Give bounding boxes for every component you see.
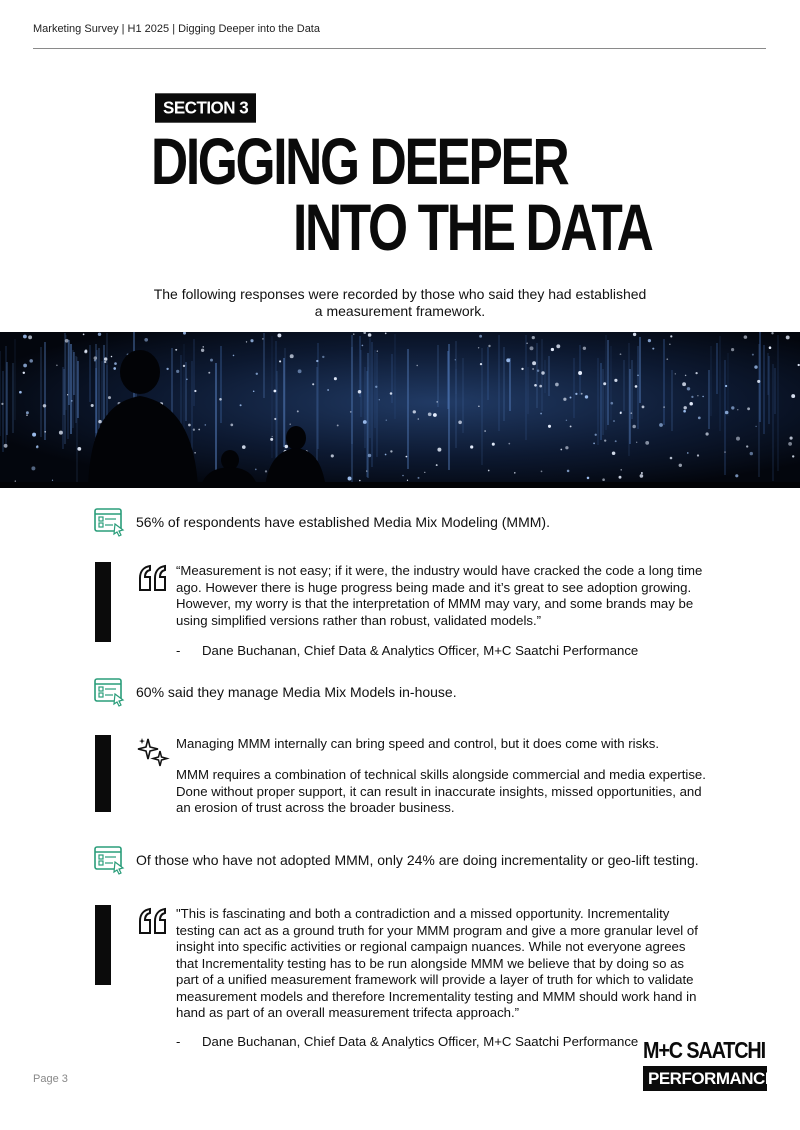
hero-light-dot	[566, 420, 567, 421]
attribution-dash: -	[176, 1034, 181, 1049]
hero-light-dot	[747, 407, 750, 410]
hero-light-dot	[111, 356, 113, 358]
hero-light-dot	[567, 470, 570, 473]
hero-light-dot	[385, 333, 387, 335]
hero-light-dot	[539, 385, 542, 388]
hero-light-dot	[198, 429, 200, 431]
hero-light-dot	[593, 442, 595, 444]
hero-light-dot	[113, 367, 116, 370]
hero-light-dot	[478, 405, 480, 407]
hero-light-dot	[659, 423, 663, 427]
hero-light-dot	[194, 452, 196, 454]
hero-light-dot	[534, 384, 537, 387]
hero-light-dot	[506, 358, 510, 362]
sparkles-icon	[136, 735, 170, 769]
hero-light-dot	[604, 439, 606, 441]
hero-light-dot	[385, 454, 387, 456]
hero-light-dot	[104, 361, 106, 363]
hero-light-dot	[413, 410, 416, 413]
hero-light-dot	[484, 430, 486, 432]
hero-light-dot	[32, 433, 36, 437]
page-title-line2: INTO THE DATA	[293, 190, 652, 264]
hero-light-dot	[322, 356, 324, 358]
hero-light-dot	[670, 335, 672, 337]
hero-light-dot	[28, 335, 32, 339]
hero-light-dot	[418, 477, 420, 479]
hero-light-dot	[201, 349, 204, 352]
running-header: Marketing Survey | H1 2025 | Digging Deeper into the Data	[33, 23, 320, 35]
hero-light-dot	[563, 398, 566, 401]
hero-light-dot	[272, 436, 273, 437]
logo-wordmark-bottom: PERFORMANCE	[643, 1066, 767, 1091]
hero-light-dot	[790, 437, 793, 440]
hero-light-dot	[480, 363, 482, 365]
hero-light-dot	[521, 368, 523, 370]
hero-light-dot	[757, 380, 760, 383]
hero-light-dot	[581, 393, 583, 395]
hero-light-dot	[289, 423, 290, 424]
hero-light-dot	[56, 364, 58, 366]
hero-light-dot	[541, 371, 544, 374]
hero-light-dot	[541, 471, 543, 473]
hero-light-dot	[188, 424, 191, 427]
hero-light-dot	[685, 375, 687, 377]
quote-icon	[136, 562, 170, 596]
hero-light-dot	[636, 442, 637, 443]
hero-light-dot	[368, 333, 372, 337]
hero-light-dot	[458, 420, 462, 424]
checklist-icon	[94, 677, 126, 707]
hero-light-dot	[492, 443, 495, 446]
hero-light-dot	[478, 347, 479, 348]
hero-light-dot	[619, 476, 622, 479]
quote-bar-1	[95, 562, 111, 642]
hero-light-dot	[551, 348, 554, 351]
hero-light-dot	[368, 454, 371, 457]
hero-light-dot	[418, 418, 420, 420]
hero-light-dot	[613, 420, 615, 422]
page-number: Page 3	[33, 1073, 68, 1085]
hero-light-dot	[279, 360, 281, 362]
hero-light-dot	[428, 412, 432, 416]
hero-light-dot	[556, 344, 560, 348]
hero-light-dot	[186, 379, 188, 381]
hero-light-dot	[390, 392, 393, 395]
hero-light-dot	[755, 426, 756, 427]
hero-light-dot	[666, 358, 668, 360]
hero-light-dot	[631, 412, 633, 414]
hero-light-dot	[640, 474, 644, 478]
hero-light-dot	[386, 419, 387, 420]
hero-light-dot	[83, 334, 85, 336]
hero-light-dot	[312, 383, 314, 385]
hero-light-dot	[578, 371, 582, 375]
hero-light-dot	[104, 357, 107, 360]
header-divider	[33, 48, 766, 49]
hero-light-dot	[641, 472, 643, 474]
hero-light-dot	[203, 346, 204, 347]
quote-2-attribution	[176, 1034, 638, 1049]
hero-light-dot	[687, 387, 690, 390]
hero-light-dot	[277, 333, 281, 337]
hero-light-dot	[750, 452, 753, 455]
hero-light-dot	[731, 406, 734, 409]
hero-light-dot	[792, 455, 794, 457]
hero-light-dot	[603, 382, 606, 385]
hero-light-dot	[331, 454, 334, 457]
hero-light-dot	[363, 420, 367, 424]
intro-text: The following responses were recorded by those who said they had established a measurement framework.	[153, 286, 647, 319]
hero-light-dot	[788, 442, 792, 446]
quote-icon	[136, 905, 170, 939]
hero-light-dot	[176, 370, 179, 373]
hero-light-dot	[532, 361, 536, 365]
hero-light-dot	[166, 368, 168, 370]
hero-light-dot	[94, 356, 97, 359]
hero-light-dot	[375, 386, 377, 388]
hero-light-dot	[610, 402, 613, 405]
hero-light-dot	[585, 395, 588, 398]
brand-logo	[643, 1037, 776, 1091]
hero-light-dot	[253, 391, 255, 393]
hero-light-dot	[98, 333, 101, 336]
hero-light-dot	[337, 424, 339, 426]
hero-light-dot	[144, 338, 148, 342]
hero-light-dot	[648, 339, 651, 342]
hero-light-dot	[43, 404, 46, 407]
hero-light-dot	[390, 450, 392, 452]
hero-light-dot	[230, 424, 233, 427]
hero-light-dot	[36, 445, 38, 447]
hero-light-dot	[488, 345, 490, 347]
hero-light-dot	[689, 402, 693, 406]
hero-light-dot	[366, 470, 367, 471]
hero-light-dot	[679, 464, 682, 467]
page-title-line1: DIGGING DEEPER	[151, 124, 568, 198]
hero-light-dot	[455, 359, 456, 360]
hero-light-dot	[724, 451, 725, 452]
hero-light-dot	[98, 420, 102, 424]
hero-light-dot	[23, 372, 25, 374]
hero-light-dot	[52, 480, 53, 481]
hero-light-dot	[359, 480, 361, 482]
hero-light-dot	[265, 470, 267, 472]
hero-light-dot	[436, 464, 438, 466]
hero-light-dot	[570, 425, 572, 427]
hero-light-dot	[424, 472, 425, 473]
quote-bar-2	[95, 905, 111, 985]
hero-light-dot	[508, 443, 510, 445]
hero-light-dot	[737, 409, 738, 410]
hero-light-dot	[620, 412, 622, 414]
hero-light-dot	[274, 418, 276, 420]
hero-light-dot	[15, 480, 16, 481]
hero-light-dot	[240, 404, 242, 406]
hero-light-dot	[695, 372, 697, 374]
hero-light-dot	[290, 354, 294, 358]
hero-light-dot	[4, 444, 8, 448]
hero-light-dot	[540, 413, 542, 415]
hero-light-dot	[348, 477, 352, 481]
hero-light-dot	[210, 359, 213, 362]
hero-light-dot	[362, 345, 364, 347]
hero-light-dot	[91, 404, 94, 407]
hero-light-dot	[746, 445, 748, 447]
hero-light-dot	[67, 394, 68, 395]
stat-text-3: Of those who have not adopted MMM, only 24% are doing incrementality or geo-lift testing.	[136, 852, 699, 868]
hero-light-dot	[697, 454, 699, 456]
quote-1-attribution	[176, 643, 638, 658]
hero-light-dot	[663, 406, 665, 408]
stat-row-3	[94, 845, 699, 875]
hero-light-dot	[65, 339, 69, 343]
attribution-dash: -	[176, 643, 181, 658]
hero-light-dot	[59, 431, 63, 435]
hero-light-dot	[532, 336, 535, 339]
hero-light-dot	[583, 347, 586, 350]
hero-light-dot	[31, 466, 35, 470]
hero-light-dot	[642, 406, 645, 409]
hero-light-dot	[175, 349, 177, 351]
hero-light-dot	[687, 452, 688, 453]
hero-light-dot	[698, 417, 701, 420]
hero-light-dot	[587, 477, 590, 480]
hero-light-dot	[270, 438, 273, 441]
hero-light-dot	[645, 441, 649, 445]
hero-light-dot	[379, 399, 380, 400]
hero-light-dot	[44, 431, 46, 433]
checklist-icon	[94, 845, 126, 875]
hero-light-dot	[691, 396, 693, 398]
hero-light-dot	[353, 333, 354, 334]
hero-light-dot	[377, 350, 378, 351]
hero-light-dot	[530, 346, 534, 350]
quote-2-text: "This is fascinating and both a contradiction and a missed opportunity. Incrementality testing can act as a ground truth for your MMM program and give a more granular level of insight into specific activities or regional campaign nuances. While not everyone agrees that Incrementality testing has to be run alongside MMM we believe that by doing so as part of a unified measurement framework will provide a layer of truth for which to validate measurement models and therefore Incrementality testing and MMM should work hand in hand as part of an overall measurement trifecta approach.”	[176, 906, 698, 1020]
hero-light-dot	[620, 469, 621, 470]
hero-light-dot	[670, 457, 673, 460]
hero-light-dot	[29, 359, 33, 363]
hero-light-dot	[537, 369, 539, 371]
hero-light-dot	[416, 365, 417, 366]
hero-light-dot	[682, 382, 686, 386]
hero-image	[0, 332, 800, 488]
hero-light-dot	[735, 474, 738, 477]
hero-light-dot	[754, 365, 757, 368]
hero-light-dot	[615, 440, 617, 442]
hero-light-dot	[108, 396, 111, 399]
hero-light-dot	[250, 339, 253, 342]
hero-light-dot	[769, 346, 772, 349]
hero-light-dot	[334, 377, 337, 380]
hero-light-dot	[633, 333, 636, 336]
hero-light-dot	[669, 344, 670, 345]
hero-light-dot	[635, 385, 638, 388]
hero-light-dot	[602, 478, 605, 481]
hero-light-dot	[219, 398, 222, 401]
hero-light-dot	[77, 447, 81, 451]
hero-light-dot	[488, 470, 490, 472]
hero-light-dot	[675, 373, 676, 374]
hero-light-dot	[437, 448, 441, 452]
stat-text-2: 60% said they manage Media Mix Models in-house.	[136, 684, 457, 700]
hero-light-dot	[433, 413, 437, 417]
hero-light-dot	[637, 375, 639, 377]
hero-light-dot	[744, 335, 748, 339]
stat-text-1: 56% of respondents have established Media Mix Modeling (MMM).	[136, 514, 550, 530]
attribution-text: Dane Buchanan, Chief Data & Analytics Officer, M+C Saatchi Performance	[202, 1034, 639, 1049]
hero-light-dot	[548, 425, 551, 428]
hero-light-dot	[205, 424, 207, 426]
hero-light-dot	[752, 354, 754, 356]
hero-light-dot	[285, 445, 288, 448]
stat-row-2	[94, 677, 457, 707]
hero-light-dot	[683, 410, 686, 413]
hero-light-dot	[327, 389, 329, 391]
hero-light-dot	[697, 395, 698, 396]
hero-light-dot	[532, 368, 534, 370]
hero-light-dot	[526, 343, 527, 344]
hero-light-dot	[614, 379, 617, 382]
hero-light-dot	[731, 348, 734, 351]
hero-light-dot	[256, 373, 258, 375]
hero-light-dot	[23, 364, 27, 368]
hero-light-dot	[736, 437, 740, 441]
attribution-text: Dane Buchanan, Chief Data & Analytics Officer, M+C Saatchi Performance	[202, 643, 639, 658]
hero-light-dot	[407, 480, 408, 481]
hero-light-dot	[183, 365, 185, 367]
hero-light-dot	[565, 446, 568, 449]
insight-line-1: Managing MMM internally can bring speed and control, but it does come with risks.	[176, 736, 660, 751]
hero-light-dot	[595, 434, 597, 436]
hero-light-dot	[298, 369, 302, 373]
hero-light-dot	[555, 383, 559, 387]
hero-light-dot	[350, 411, 352, 413]
hero-light-dot	[683, 406, 686, 409]
quote-1-text: “Measurement is not easy; if it were, the industry would have cracked the code a long time ago. However there is huge progress being made and it’s great to see adoption growing. However, my worry is that the interpretation of MMM may vary, and some brands may be using simplified versions rather than robust, validated models.”	[176, 563, 703, 628]
hero-light-dot	[725, 411, 729, 415]
hero-light-dot	[233, 355, 235, 357]
hero-light-dot	[705, 432, 708, 435]
hero-light-dot	[19, 391, 22, 394]
hero-light-dot	[26, 414, 28, 416]
hero-light-dot	[612, 452, 616, 456]
hero-light-dot	[297, 410, 299, 412]
hero-light-dot	[620, 353, 622, 355]
hero-light-dot	[791, 394, 795, 398]
hero-light-dot	[71, 400, 73, 402]
hero-light-dot	[246, 341, 247, 342]
hero-light-dot	[632, 425, 636, 429]
hero-light-dot	[436, 401, 438, 403]
hero-light-dot	[193, 429, 195, 431]
hero-light-dot	[208, 372, 210, 374]
hero-light-dot	[514, 472, 515, 473]
hero-light-dot	[702, 396, 703, 397]
hero-light-dot	[255, 469, 257, 471]
hero-light-dot	[406, 456, 408, 458]
hero-light-dot	[771, 332, 773, 334]
hero-light-dot	[194, 390, 196, 392]
hero-light-dot	[575, 393, 577, 395]
hero-light-dot	[560, 449, 562, 451]
hero-light-dot	[1, 403, 3, 405]
hero-light-dot	[274, 390, 277, 393]
hero-light-dot	[786, 335, 790, 339]
hero-light-dot	[242, 445, 246, 449]
hero-light-dot	[262, 338, 263, 339]
section-label: SECTION 3	[155, 93, 256, 122]
hero-light-dot	[652, 348, 654, 350]
insight-line-2: MMM requires a combination of technical skills alongside commercial and media expertise. Done without proper support, it can result in inaccurate insights, missed opportunities, and an erosion of trust across the broader business.	[176, 767, 706, 815]
logo-wordmark-top: M+C SAATCHI	[643, 1037, 765, 1063]
hero-light-dot	[316, 360, 318, 362]
hero-light-dot	[470, 445, 473, 448]
hero-light-dot	[570, 397, 572, 399]
hero-light-dot	[114, 362, 117, 365]
hero-light-dot	[23, 335, 27, 339]
hero-light-dot	[479, 335, 482, 338]
checklist-icon	[94, 507, 126, 537]
hero-light-dot	[725, 385, 727, 387]
insight-bar	[95, 735, 111, 812]
hero-light-dot	[26, 411, 29, 414]
stat-row-1	[94, 507, 550, 537]
hero-light-dot	[85, 349, 88, 352]
hero-light-dot	[358, 390, 362, 394]
hero-light-dot	[402, 475, 404, 477]
